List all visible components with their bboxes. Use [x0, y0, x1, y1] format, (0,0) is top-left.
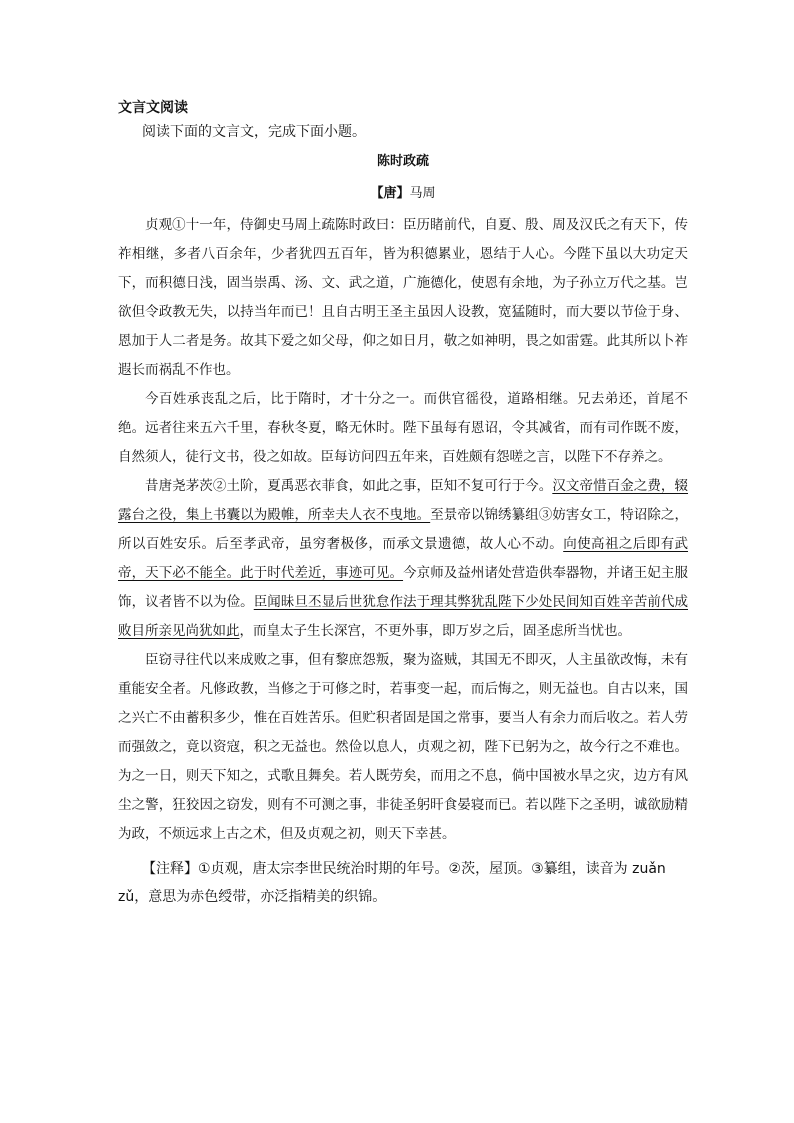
paragraph-text: 今京师及益州诸处营造供奉器物，并诸王妃主服饰，议者皆不以为俭。 [118, 565, 689, 610]
passage-paragraph [118, 472, 688, 646]
paragraph-text: 贞观①十一年，侍御史马周上疏陈时政曰：臣历睹前代，自夏、殷、周及汉氏之有天下，传祚相继，多者八百余年，少者犹四五百年，皆为积德累业，恩结于人心。今陛下虽以大功定天下，而积德日浅，固当崇禹、汤、文、武之道，广施德化，使恩有余地，为子孙立万代之基。岂欲但令政教无失，以持当年而已！且自古明王圣主虽因人设教，宽猛随时，而大要以节俭于身、恩加于人二者是务。故其下爱之如父母，仰之如日月，敬之如神明，畏之如雷霆。此其所以卜祚遐长而祸乱不作也。 [118, 217, 688, 378]
notes-label: 【注释】 [142, 861, 198, 877]
paragraph-text: 昔唐尧茅茨②土阶，夏禹恶衣菲食，如此之事，臣知不复可行于今。 [145, 478, 553, 494]
passage-body [118, 211, 688, 849]
author-line [118, 184, 688, 204]
paragraph-text: 臣窃寻往代以来成败之事，但有黎庶怨叛，聚为盗贼，其国无不即灭，人主虽欲改悔，未有重能安全者。凡修政教，当修之于可修之时，若事变一起，而后悔之，则无益也。自古以来，国之兴亡不由蓄积多少，惟在百姓苦乐。但贮积者固是国之常事，要当人有余力而后收之。若人劳而强敛之，竟以资寇，积之无益也。然俭以息人，贞观之初，陛下已躬为之，故今行之不难也。为之一日，则天下知之，式歌且舞矣。若人既劳矣，而用之不息，倘中国被水旱之灾，边方有风尘之警，狂狡因之窃发，则有不可测之事，非徒圣躬旰食晏寝而已。若以陛下之圣明，诚欲励精为政，不烦远求上古之术，但及贞观之初，则天下幸甚。 [118, 652, 688, 842]
paragraph-text: ，而皇太子生长深宫，不更外事，即万岁之后，固圣虑所当忧也。 [239, 623, 631, 639]
article-title: 陈时政疏 [376, 154, 429, 169]
paragraph-text: 今百姓承丧乱之后，比于隋时，才十分之一。而供官徭役，道路相继。兄去弟还，首尾不绝。远者往来五六千里，春秋冬夏，略无休时。陛下虽每有恩诏，令其减省，而有司作既不废，自然须人，徒行文书，役之如故。臣每访问四五年来，百姓颇有怨嗟之言，以陛下不存养之。 [118, 391, 688, 465]
annotation-notes [118, 855, 688, 911]
passage-paragraph [118, 646, 688, 849]
passage-paragraph [118, 211, 688, 385]
instruction-text: 阅读下面的文言文，完成下面小题。 [142, 124, 366, 140]
document-page [118, 98, 688, 911]
underlined-sentence: 汉文帝惜百金之费，辍露台之役，集上书囊以为殿帷，所幸夫人衣不曳地。 [118, 478, 689, 523]
paragraph-text: 至景帝以锦绣纂组③妨害女工，特诏除之，所以百姓安乐。后至孝武帝，虽穷奢极侈，而承文景遗德，故人心不动。 [118, 507, 689, 552]
passage-paragraph [118, 385, 688, 472]
underlined-sentence: 臣闻昧旦丕显后世犹怠作法于理其弊犹乱陛下少处民间知百姓辛苦前代成败目所亲见尚犹如此 [118, 594, 689, 639]
author-name: 马周 [409, 186, 436, 201]
section-title: 文言文阅读 [118, 100, 188, 116]
dynasty-label: 【唐】 [370, 186, 410, 201]
notes-text: ①贞观，唐太宗李世民统治时期的年号。②茨，屋顶。③纂组，读音为 zuǎn zǔ，意思为赤色绶带，亦泛指精美的织锦。 [118, 861, 666, 905]
underlined-sentence: 向使高祖之后即有武帝，天下必不能全。此于时代差近，事迹可见。 [118, 536, 689, 581]
